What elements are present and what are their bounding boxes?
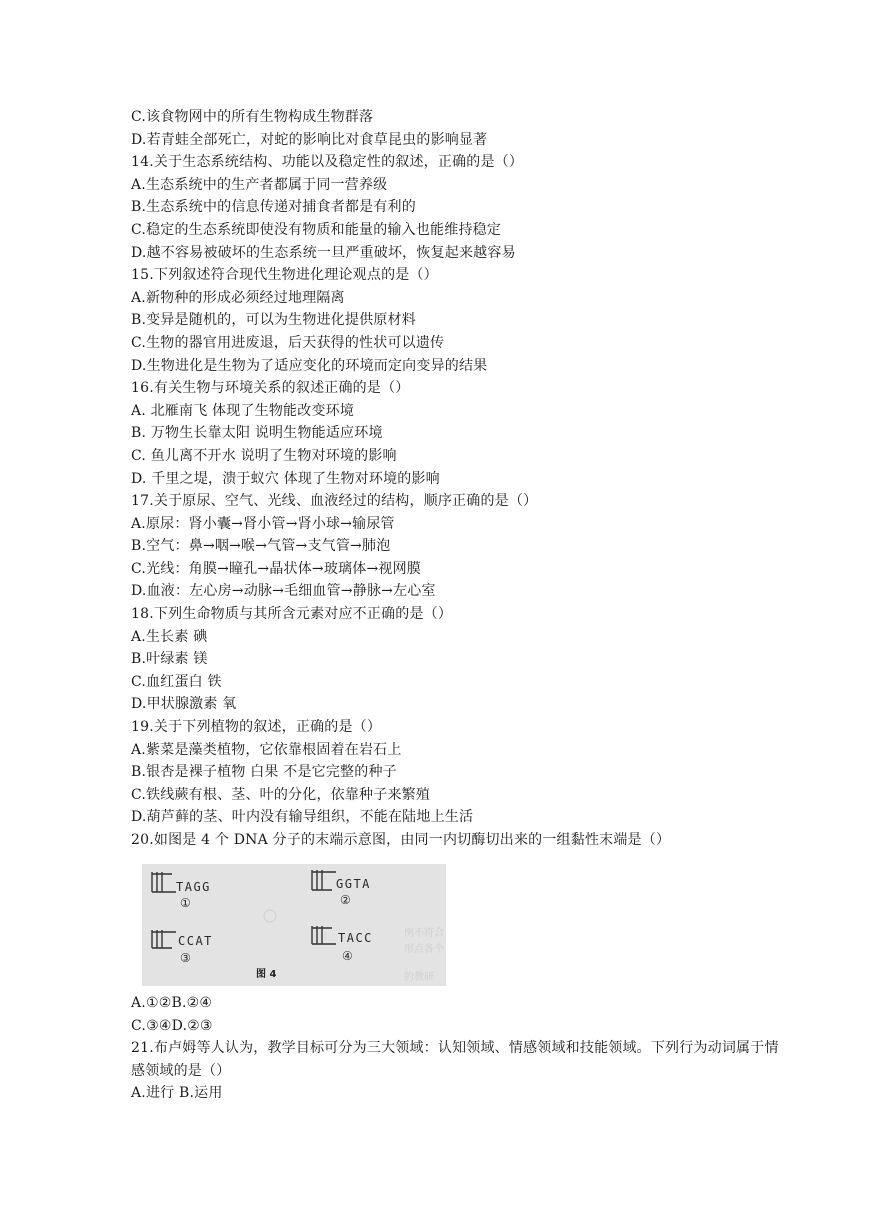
- dna-seq-label: TAGG: [176, 880, 211, 894]
- option-line: A.新物种的形成必须经过地理隔离: [131, 289, 345, 306]
- dna-index-label: ①: [180, 896, 191, 910]
- option-line: B.生态系统中的信息传递对捕食者都是有利的: [131, 199, 416, 216]
- option-line: C.铁线蕨有根、茎、叶的分化，依靠种子来繁殖: [131, 786, 431, 803]
- option-line: D.若青蛙全部死亡，对蛇的影响比对食草昆虫的影响显著: [131, 131, 488, 148]
- option-line: B.变异是随机的，可以为生物进化提供原材料: [131, 312, 416, 329]
- option-line: A.生长素 碘: [131, 628, 208, 645]
- question-17-stem: 17.关于原尿、空气、光线、血液经过的结构，顺序正确的是（）: [131, 493, 538, 510]
- question-14-stem: 14.关于生态系统结构、功能以及稳定性的叙述，正确的是（）: [131, 154, 524, 171]
- option-line: B. 万物生长靠太阳 说明生物能适应环境: [131, 425, 383, 442]
- option-line: C.生物的器官用进废退，后天获得的性状可以遗传: [131, 334, 445, 351]
- option-line: B.银杏是裸子植物 白果 不是它完整的种子: [131, 764, 397, 781]
- option-line: D. 千里之堤，溃于蚁穴 体现了生物对环境的影响: [131, 470, 440, 487]
- option-line: D.甲状腺激素 氧: [131, 696, 237, 713]
- dna-index-label: ②: [340, 893, 351, 907]
- option-line: C.血红蛋白 铁: [131, 673, 222, 690]
- option-line: A.进行 B.运用: [131, 1085, 223, 1102]
- dna-ends-figure: [142, 864, 446, 986]
- option-line: D.葫芦藓的茎、叶内没有输导组织，不能在陆地上生活: [131, 809, 474, 826]
- option-line: C.③④D.②③: [131, 1017, 213, 1034]
- svg-text:例不符合: 例不符合: [404, 928, 444, 939]
- question-20-stem: 20.如图是 4 个 DNA 分子的末端示意图，由同一内切酶切出来的一组黏性末端是（）: [131, 832, 671, 848]
- option-line: D.血液：左心房→动脉→毛细血管→静脉→左心室: [131, 583, 436, 600]
- svg-text:形点各个: 形点各个: [404, 944, 444, 955]
- option-line: D.越不容易被破坏的生态系统一旦严重破坏，恢复起来越容易: [131, 244, 516, 261]
- dna-seq-label: TACC: [338, 931, 373, 945]
- dna-index-label: ③: [180, 951, 191, 965]
- option-line: C.稳定的生态系统即使没有物质和能量的输入也能维持稳定: [131, 221, 502, 238]
- option-line: C.该食物网中的所有生物构成生物群落: [131, 109, 374, 125]
- option-line: A.原尿：肾小囊→肾小管→肾小球→输尿管: [131, 515, 395, 532]
- option-line: C.光线：角膜→瞳孔→晶状体→玻璃体→视网膜: [131, 560, 421, 577]
- figure-caption: 图 4: [256, 969, 277, 980]
- dna-seq-label: GGTA: [336, 877, 371, 891]
- question-18-stem: 18.下列生命物质与其所含元素对应不正确的是（）: [131, 606, 453, 623]
- question-16-stem: 16.有关生物与环境关系的叙述正确的是（）: [131, 380, 410, 397]
- question-21-stem: 21.布卢姆等人认为，教学目标可分为三大领域：认知领域、情感领域和技能领域。下列行为动词属于情感领域的是（）: [131, 1040, 779, 1079]
- option-line: B.空气：鼻→咽→喉→气管→支气管→肺泡: [131, 538, 391, 555]
- option-line: C. 鱼儿离不开水 说明了生物对环境的影响: [131, 447, 397, 464]
- option-line: A. 北雁南飞 体现了生物能改变环境: [131, 402, 355, 419]
- option-line: A.紫菜是藻类植物，它依靠根固着在岩石上: [131, 741, 402, 758]
- question-text-block-upper: [131, 106, 831, 852]
- question-15-stem: 15.下列叙述符合现代生物进化理论观点的是（）: [131, 267, 438, 284]
- svg-text:的教研: 的教研: [404, 972, 434, 983]
- dna-index-label: ④: [342, 949, 353, 963]
- question-text-block-lower: [131, 992, 831, 1105]
- option-line: B.叶绿素 镁: [131, 651, 208, 668]
- option-line: D.生物进化是生物为了适应变化的环境而定向变异的结果: [131, 357, 488, 374]
- option-line: A.生态系统中的生产者都属于同一营养级: [131, 176, 388, 193]
- dna-seq-label: CCAT: [178, 934, 213, 948]
- option-line: A.①②B.②④: [131, 995, 213, 1011]
- question-19-stem: 19.关于下列植物的叙述，正确的是（）: [131, 719, 382, 736]
